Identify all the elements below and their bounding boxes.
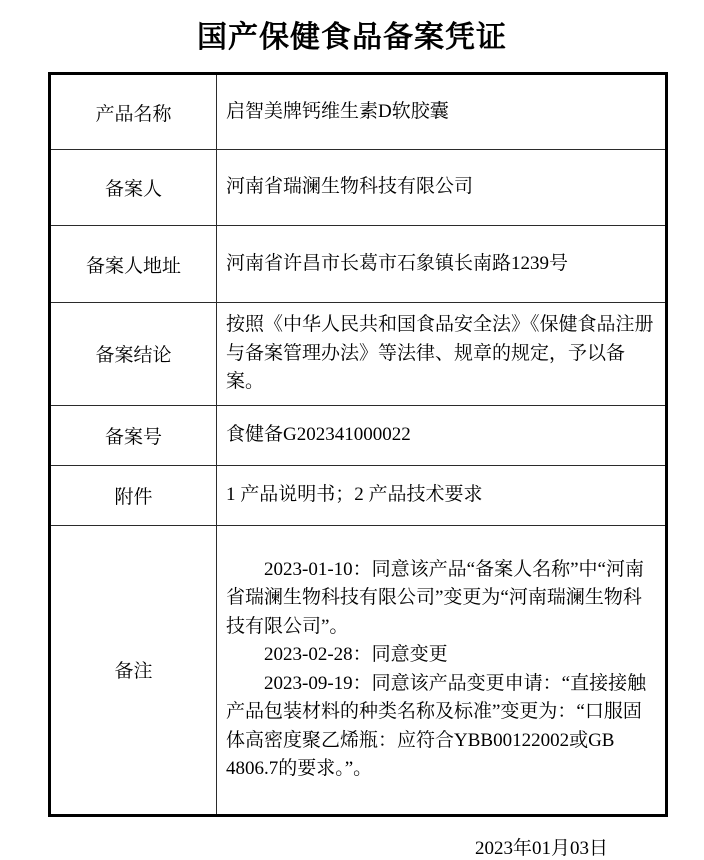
row-value-registration-number: 食健备G202341000022 [217, 405, 667, 465]
row-label-registration-number: 备案号 [50, 405, 217, 465]
table-row-registration-number [50, 405, 667, 465]
table-row-conclusion [50, 303, 667, 406]
remark-paragraph-1: 2023-01-10：同意该产品“备案人名称”中“河南省瑞澜生物科技有限公司”变更为“河南瑞澜生物科技有限公司”。 [226, 558, 644, 637]
row-label-remarks: 备注 [50, 525, 217, 815]
row-value-remarks [217, 525, 667, 815]
row-label-registrant-address: 备案人地址 [50, 226, 217, 303]
row-label-attachments: 附件 [50, 465, 217, 525]
table-row-registrant [50, 150, 667, 226]
remark-paragraph-2: 2023-02-28：同意变更 [264, 644, 448, 665]
remark-paragraph-3: 2023-09-19：同意该产品变更申请：“直接接触产品包装材料的种类名称及标准”变更为：“口服固体高密度聚乙烯瓶：应符合YBB00122002或GB 4806.7的要求。”。 [226, 672, 647, 779]
page-title: 国产保健食品备案凭证 [197, 21, 507, 54]
table-row-registrant-address [50, 226, 667, 303]
issue-date: 2023年01月03日 [474, 837, 608, 859]
row-label-registrant: 备案人 [50, 150, 217, 226]
row-label-product-name: 产品名称 [50, 74, 217, 150]
row-value-registrant-address: 河南省许昌市长葛市石象镇长南路1239号 [217, 226, 667, 303]
row-value-attachments: 1 产品说明书；2 产品技术要求 [217, 465, 667, 525]
table-row-product-name [50, 74, 667, 150]
row-value-product-name: 启智美牌钙维生素D软胶囊 [217, 74, 667, 150]
row-value-conclusion: 按照《中华人民共和国食品安全法》《保健食品注册与备案管理办法》等法律、规章的规定，予以备案。 [217, 303, 667, 406]
table-row-attachments [50, 465, 667, 525]
table-row-remarks [50, 525, 667, 815]
row-label-conclusion: 备案结论 [50, 303, 217, 406]
certificate-table [48, 72, 668, 817]
row-value-registrant: 河南省瑞澜生物科技有限公司 [217, 150, 667, 226]
